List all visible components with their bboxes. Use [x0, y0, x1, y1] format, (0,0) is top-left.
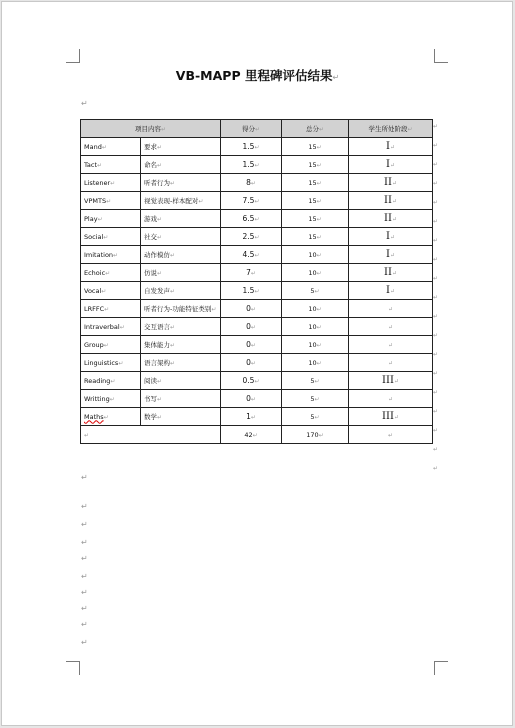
paragraph-mark: ↵ — [81, 604, 88, 613]
cell-domain-cn[interactable]: 数学↵ — [141, 408, 221, 426]
cell-stage[interactable]: ↵ — [349, 318, 433, 336]
cell-domain-cn[interactable]: 动作模仿↵ — [141, 246, 221, 264]
cell-domain-en[interactable]: Reading↵ — [81, 372, 141, 390]
cell-score[interactable]: 1.5↵ — [221, 282, 282, 300]
table-row — [81, 246, 433, 264]
paragraph-mark: ↵ — [81, 99, 88, 108]
cell-total[interactable]: 15↵ — [282, 156, 349, 174]
row-end-mark: ↵ — [433, 237, 439, 244]
cell-stage[interactable]: ↵ — [349, 390, 433, 408]
cell-total[interactable]: 10↵ — [282, 336, 349, 354]
table-row — [81, 372, 433, 390]
cell-score[interactable]: 1.5↵ — [221, 138, 282, 156]
cell-domain-en[interactable]: Play↵ — [81, 210, 141, 228]
cell-domain-en[interactable]: Tact↵ — [81, 156, 141, 174]
document-title[interactable] — [0, 66, 515, 84]
cell-domain-en[interactable]: Imitation↵ — [81, 246, 141, 264]
cell-stage[interactable]: II↵ — [349, 210, 433, 228]
row-end-mark: ↵ — [433, 465, 439, 472]
cell-domain-cn[interactable]: 视觉表现-样本配对↵ — [141, 192, 221, 210]
crop-mark-bottom-right — [434, 661, 448, 675]
header-stage[interactable]: 学生所处阶段↵ — [349, 120, 433, 138]
cell-domain-en[interactable]: VPMTS↵ — [81, 192, 141, 210]
cell-domain-en[interactable]: Intraverbal↵ — [81, 318, 141, 336]
cell-score[interactable]: 0↵ — [221, 354, 282, 372]
row-end-mark: ↵ — [433, 427, 439, 434]
cell-total[interactable]: 10↵ — [282, 300, 349, 318]
cell-total[interactable]: 5↵ — [282, 372, 349, 390]
cell-total[interactable]: 10↵ — [282, 264, 349, 282]
cell-stage[interactable]: I↵ — [349, 228, 433, 246]
cell-domain-en[interactable]: Social↵ — [81, 228, 141, 246]
paragraph-mark: ↵ — [81, 520, 88, 529]
cell-total[interactable]: 15↵ — [282, 228, 349, 246]
cell-domain-en[interactable]: Mand↵ — [81, 138, 141, 156]
row-end-mark: ↵ — [433, 294, 439, 301]
cell-stage[interactable]: ↵ — [349, 354, 433, 372]
cell-score[interactable]: 4.5↵ — [221, 246, 282, 264]
cell-total[interactable]: 15↵ — [282, 138, 349, 156]
cell-score[interactable]: 7.5↵ — [221, 192, 282, 210]
paragraph-mark: ↵ — [81, 473, 88, 482]
cell-domain-cn[interactable]: 书写↵ — [141, 390, 221, 408]
row-end-mark: ↵ — [433, 161, 439, 168]
cell-stage[interactable]: III↵ — [349, 372, 433, 390]
row-end-mark: ↵ — [433, 446, 439, 453]
cell-score[interactable]: 1.5↵ — [221, 156, 282, 174]
table-row — [81, 318, 433, 336]
table-row — [81, 210, 433, 228]
paragraph-mark: ↵ — [81, 538, 88, 547]
cell-domain-en[interactable]: Group↵ — [81, 336, 141, 354]
cell-stage[interactable]: II↵ — [349, 174, 433, 192]
cell-total[interactable]: 5↵ — [282, 408, 349, 426]
cell-domain-cn[interactable]: 仿说↵ — [141, 264, 221, 282]
cell-domain-en[interactable]: Maths↵ — [81, 408, 141, 426]
table-totals-row — [81, 426, 433, 444]
header-item[interactable]: 项目内容↵ — [81, 120, 221, 138]
cell-domain-cn[interactable]: 语言架构↵ — [141, 354, 221, 372]
cell-stage[interactable]: ↵ — [349, 336, 433, 354]
cell-domain-en[interactable]: LRFFC↵ — [81, 300, 141, 318]
cell-domain-en[interactable]: Vocal↵ — [81, 282, 141, 300]
cell-domain-cn[interactable]: 阅读↵ — [141, 372, 221, 390]
cell-domain-cn[interactable]: 听者行为↵ — [141, 174, 221, 192]
row-end-mark: ↵ — [433, 142, 439, 149]
cell-score[interactable]: 0↵ — [221, 300, 282, 318]
paragraph-mark: ↵ — [81, 638, 88, 647]
table-row — [81, 336, 433, 354]
cell-stage[interactable]: III↵ — [349, 408, 433, 426]
cell-domain-cn[interactable]: 命名↵ — [141, 156, 221, 174]
table-row — [81, 282, 433, 300]
cell-domain-en[interactable]: Linguistics↵ — [81, 354, 141, 372]
cell-stage[interactable]: II↵ — [349, 192, 433, 210]
row-end-mark: ↵ — [433, 389, 439, 396]
cell-total[interactable]: 15↵ — [282, 192, 349, 210]
table-row — [81, 228, 433, 246]
paragraph-mark: ↵ — [81, 588, 88, 597]
cell-total[interactable]: 10↵ — [282, 318, 349, 336]
cell-domain-cn[interactable]: 社交↵ — [141, 228, 221, 246]
paragraph-mark: ↵ — [81, 572, 88, 581]
row-end-mark: ↵ — [433, 275, 439, 282]
cell-domain-cn[interactable]: 游戏↵ — [141, 210, 221, 228]
cell-score[interactable]: 7↵ — [221, 264, 282, 282]
cell-domain-cn[interactable]: 要求↵ — [141, 138, 221, 156]
cell-stage[interactable]: I↵ — [349, 156, 433, 174]
cell-total[interactable]: 5↵ — [282, 390, 349, 408]
cell-stage[interactable]: ↵ — [349, 300, 433, 318]
cell-score[interactable]: 0.5↵ — [221, 372, 282, 390]
table-row — [81, 138, 433, 156]
cell-domain-cn[interactable]: 交互语言↵ — [141, 318, 221, 336]
table-row — [81, 300, 433, 318]
cell-domain-en[interactable]: Listener↵ — [81, 174, 141, 192]
table-row — [81, 174, 433, 192]
table-row — [81, 390, 433, 408]
row-end-mark: ↵ — [433, 351, 439, 358]
cell-score[interactable]: 2.5↵ — [221, 228, 282, 246]
cell-stage[interactable]: I↵ — [349, 282, 433, 300]
title-text[interactable]: VB-MAPP 里程碑评估结果 — [175, 68, 333, 83]
cell-stage[interactable]: II↵ — [349, 264, 433, 282]
cell-totals-label[interactable]: ↵ — [81, 426, 221, 444]
cell-domain-en[interactable]: Writting↵ — [81, 390, 141, 408]
results-table — [80, 119, 433, 444]
paragraph-mark: ↵ — [332, 73, 340, 82]
cell-totals-total[interactable]: 170↵ — [282, 426, 349, 444]
cell-stage[interactable]: I↵ — [349, 246, 433, 264]
cell-totals-score[interactable]: 42↵ — [221, 426, 282, 444]
cell-score[interactable]: 6.5↵ — [221, 210, 282, 228]
table-row — [81, 354, 433, 372]
cell-total[interactable]: 15↵ — [282, 174, 349, 192]
cell-score[interactable]: 1↵ — [221, 408, 282, 426]
row-end-mark: ↵ — [433, 332, 439, 339]
paragraph-mark: ↵ — [81, 554, 88, 563]
cell-total[interactable]: 15↵ — [282, 210, 349, 228]
cell-totals-stage[interactable]: ↵ — [349, 426, 433, 444]
table-row — [81, 264, 433, 282]
row-end-mark: ↵ — [433, 370, 439, 377]
row-end-mark: ↵ — [433, 408, 439, 415]
paragraph-mark: ↵ — [81, 620, 88, 629]
cell-domain-cn[interactable]: 集体能力↵ — [141, 336, 221, 354]
header-total[interactable]: 总分↵ — [282, 120, 349, 138]
cell-total[interactable]: 10↵ — [282, 354, 349, 372]
row-end-mark: ↵ — [433, 313, 439, 320]
cell-domain-cn[interactable]: 听者行为-功能特征类别↵ — [141, 300, 221, 318]
table-row — [81, 156, 433, 174]
cell-score[interactable]: 0↵ — [221, 336, 282, 354]
table-row — [81, 192, 433, 210]
cell-stage[interactable]: I↵ — [349, 138, 433, 156]
paragraph-mark: ↵ — [81, 502, 88, 511]
cell-total[interactable]: 5↵ — [282, 282, 349, 300]
row-end-mark: ↵ — [433, 199, 439, 206]
row-end-mark: ↵ — [433, 218, 439, 225]
cell-score[interactable]: 0↵ — [221, 318, 282, 336]
cell-total[interactable]: 10↵ — [282, 246, 349, 264]
row-end-mark: ↵ — [433, 123, 439, 130]
crop-mark-top-left — [66, 49, 80, 63]
table-row — [81, 408, 433, 426]
cell-score[interactable]: 0↵ — [221, 390, 282, 408]
cell-score[interactable]: 8↵ — [221, 174, 282, 192]
crop-mark-bottom-left — [66, 661, 80, 675]
table-header-row — [81, 120, 433, 138]
row-end-mark: ↵ — [433, 180, 439, 187]
cell-domain-en[interactable]: Echoic↵ — [81, 264, 141, 282]
row-end-mark: ↵ — [433, 256, 439, 263]
cell-domain-cn[interactable]: 自发发声↵ — [141, 282, 221, 300]
crop-mark-top-right — [434, 49, 448, 63]
header-score[interactable]: 得分↵ — [221, 120, 282, 138]
